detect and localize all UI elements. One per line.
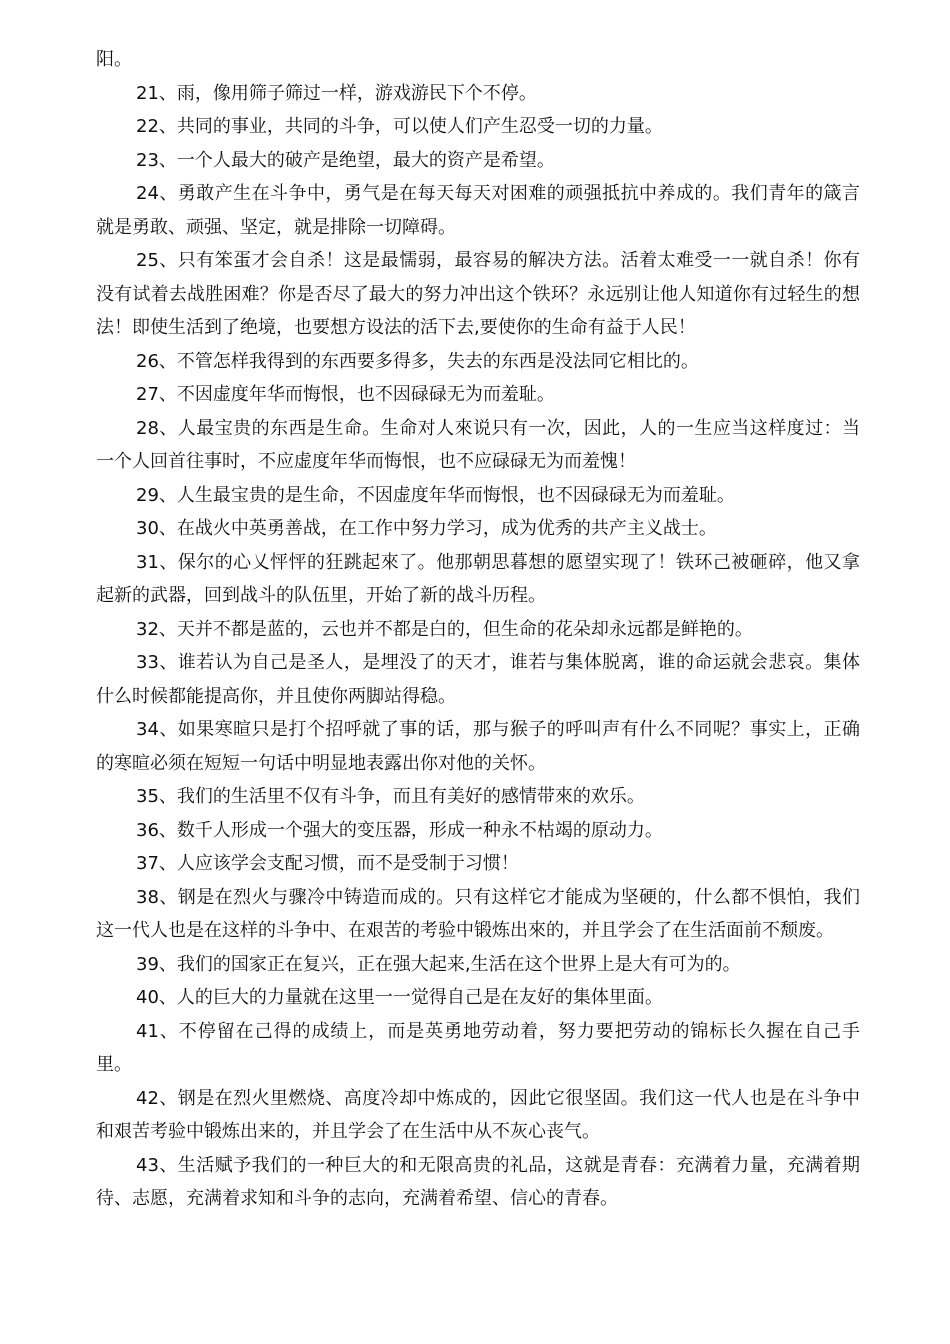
paragraph: 36、数千人形成一个强大的变压器，形成一种永不枯竭的原动力。 xyxy=(136,819,663,841)
paragraph: 27、不因虚度年华而悔恨，也不因碌碌无为而羞耻。 xyxy=(136,384,555,405)
paragraph: 41、不停留在己得的成绩上，而是英勇地劳动着，努力要把劳动的锦标长久握在自己手里。 xyxy=(96,1020,860,1075)
paragraph: 38、钢是在烈火与骤冷中铸造而成的。只有这样它才能成为坚硬的，什么都不惧怕，我们这一代人也是在这样的斗争中、在艰苦的考验中锻炼出來的，并且学会了在生活面前不颓废。 xyxy=(96,886,860,941)
paragraph: 21、雨，像用筛子筛过一样，游戏游民下个不停。 xyxy=(136,82,537,104)
paragraph: 40、人的巨大的力量就在这里一一觉得自己是在友好的集体里面。 xyxy=(136,987,663,1008)
paragraph: 25、只有笨蛋才会自杀！这是最懦弱，最容易的解决方法。活着太难受一一就自杀！你有没有试着去战胜困难？你是否尽了最大的努力冲出这个铁环？永远别让他人知道你有过轻生的想法！即使生活到了绝境，也要想方设法的活下去,要使你的生命有益于人民！ xyxy=(96,250,860,338)
paragraph: 29、人生最宝贵的是生命，不因虚度年华而悔恨，也不因碌碌无为而羞耻。 xyxy=(136,484,735,506)
paragraph: 43、生活赋予我们的一种巨大的和无限高贵的礼品，这就是青春：充满着力量，充满着期待、志愿，充满着求知和斗争的志向，充满着希望、信心的青春。 xyxy=(96,1154,860,1209)
paragraph: 34、如果寒暄只是打个招呼就了事的话，那与猴子的呼叫声有什么不同呢？事实上，正确的寒暄必须在短短一句话中明显地表露出你对他的关怀。 xyxy=(96,719,860,774)
paragraph: 42、钢是在烈火里燃烧、高度冷却中炼成的，因此它很坚固。我们这一代人也是在斗争中和艰苦考验中锻炼出来的，并且学会了在生活中从不灰心丧气。 xyxy=(96,1087,860,1142)
paragraph: 35、我们的生活里不仅有斗争，而且有美好的感情带來的欢乐。 xyxy=(136,786,645,807)
paragraph: 28、人最宝贵的东西是生命。生命对人來说只有一次，因此，人的一生应当这样度过：当一个人回首往事时，不应虚度年华而悔恨，也不应碌碌无为而羞愧！ xyxy=(96,417,860,472)
paragraph: 24、勇敢产生在斗争中，勇气是在每天每天对困难的顽强抵抗中养成的。我们青年的箴言就是勇敢、顽强、坚定，就是排除一切障碍。 xyxy=(96,183,860,238)
paragraph: 阳。 xyxy=(96,49,132,70)
paragraph: 32、天并不都是蓝的，云也并不都是白的，但生命的花朵却永远都是鲜艳的。 xyxy=(136,618,753,640)
paragraph: 33、谁若认为自己是圣人，是埋没了的天才，谁若与集体脱离，谁的命运就会悲哀。集体什么时候都能提高你，并且使你两脚站得稳。 xyxy=(96,652,860,707)
paragraph: 30、在战火中英勇善战，在工作中努力学习，成为优秀的共产主义战士。 xyxy=(136,518,717,539)
document-page xyxy=(96,43,860,1216)
paragraph: 26、不管怎样我得到的东西要多得多，失去的东西是没法同它相比的。 xyxy=(136,350,699,372)
paragraph: 31、保尔的心乂怦怦的狂跳起來了。他那朝思暮想的愿望实现了！铁环己被砸碎，他又拿起新的武器，回到战斗的队伍里，开始了新的战斗历程。 xyxy=(96,551,860,606)
paragraph: 23、一个人最大的破产是绝望，最大的资产是希望。 xyxy=(136,149,555,171)
paragraph: 37、人应该学会支配习惯，而不是受制于习惯！ xyxy=(136,853,519,874)
paragraph: 22、共同的事业，共同的斗争，可以使人们产生忍受一切的力量。 xyxy=(136,116,663,137)
paragraph: 39、我们的国家正在复兴，正在强大起来,生活在这个世界上是大有可为的。 xyxy=(136,953,741,975)
